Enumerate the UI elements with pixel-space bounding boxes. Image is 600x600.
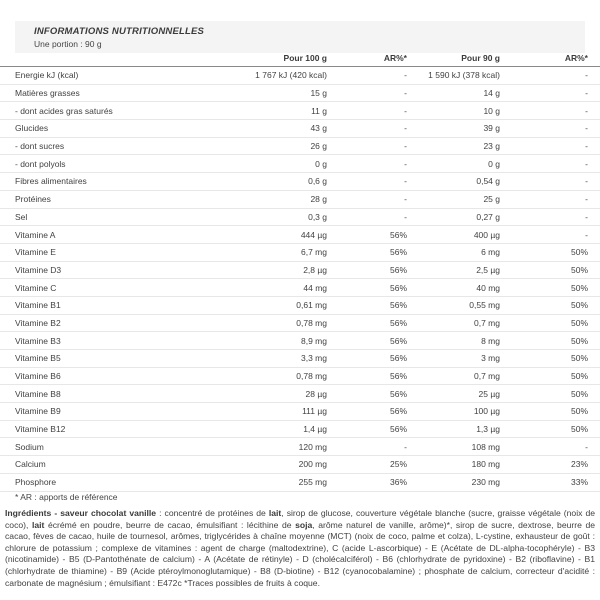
value-per100: 11 g: [230, 102, 327, 120]
value-per100: 0 g: [230, 155, 327, 173]
value-ar100: 56%: [327, 226, 407, 244]
value-per90: 180 mg: [407, 456, 500, 474]
row-label: Vitamine C: [0, 279, 230, 297]
value-per90: 0,54 g: [407, 173, 500, 191]
value-ar100: -: [327, 84, 407, 102]
row-label: Vitamine B12: [0, 420, 230, 438]
row-label: Glucides: [0, 120, 230, 138]
value-per90: 39 g: [407, 120, 500, 138]
column-header-per100: Pour 100 g: [230, 53, 327, 67]
value-per100: 28 µg: [230, 385, 327, 403]
table-row: [0, 350, 600, 368]
table-row: [0, 296, 600, 314]
row-label: Vitamine B6: [0, 367, 230, 385]
value-per90: 14 g: [407, 84, 500, 102]
value-per90: 6 mg: [407, 243, 500, 261]
table-row: [0, 120, 600, 138]
value-per100: 15 g: [230, 84, 327, 102]
row-label: Vitamine D3: [0, 261, 230, 279]
row-label: - dont sucres: [0, 137, 230, 155]
value-per100: 0,78 mg: [230, 367, 327, 385]
value-per90: 0 g: [407, 155, 500, 173]
table-row: [0, 243, 600, 261]
column-header-empty: [0, 53, 230, 67]
value-ar90: -: [500, 438, 600, 456]
row-label: Vitamine B8: [0, 385, 230, 403]
table-row: [0, 173, 600, 191]
row-label: Vitamine B3: [0, 332, 230, 350]
table-row: [0, 420, 600, 438]
value-per90: 400 µg: [407, 226, 500, 244]
row-label: Matières grasses: [0, 84, 230, 102]
row-label: Vitamine B9: [0, 403, 230, 421]
column-header-ar100: AR%*: [327, 53, 407, 67]
row-label: Energie kJ (kcal): [0, 67, 230, 85]
value-per100: 43 g: [230, 120, 327, 138]
value-per100: 444 µg: [230, 226, 327, 244]
value-ar90: 50%: [500, 296, 600, 314]
ingredients-segment: , arôme naturel de vanille, arôme)*, sirop de sucre, dextrose, beurre de cacao, fèves de cacao, huile de tournesol, arômes, triglycérides à chaîne moyenne (MCT) (noix de coco, palme et colza), L-cystine, exhausteur de goût : chlorure de potassium ; complexe de vitamines : agent de charge (maltodextrine), C (acide L-ascorbique) - E (Acétate de DL-alpha-tocophéryle) - B3 (nicotinamide) - B5 (D-Pantothénate de calcium) - A (Acétate de rétinyle) - D (cholécalciférol) - B6 (chlorhydrate de pyridoxine) - B2 (riboflavine) - B1 (chlorhydrate de thiamine) - B9 (Acide ptéroylmonoglutamique) - B8 (D-biotine) - B12 (cyanocobalamine) ; phosphate de calcium, correcteur d'acidité : carbonate de magnésium ; émulsifiant : E472c *Traces possibles de fruits à coque.: [5, 519, 596, 588]
value-per90: 23 g: [407, 137, 500, 155]
value-per90: 1,3 µg: [407, 420, 500, 438]
value-ar90: -: [500, 84, 600, 102]
value-ar90: 33%: [500, 473, 600, 491]
value-ar100: 56%: [327, 350, 407, 368]
value-ar90: 50%: [500, 385, 600, 403]
value-ar100: -: [327, 190, 407, 208]
nutrition-table-header: [0, 53, 600, 67]
row-label: Sodium: [0, 438, 230, 456]
table-row: [0, 314, 600, 332]
table-row: [0, 473, 600, 491]
table-row: [0, 102, 600, 120]
value-ar100: 56%: [327, 403, 407, 421]
value-ar100: -: [327, 208, 407, 226]
value-per100: 120 mg: [230, 438, 327, 456]
row-label: Vitamine B1: [0, 296, 230, 314]
value-per90: 0,55 mg: [407, 296, 500, 314]
table-row: [0, 67, 600, 85]
header-row: [0, 53, 600, 67]
value-per90: 108 mg: [407, 438, 500, 456]
value-per90: 25 g: [407, 190, 500, 208]
row-label: - dont polyols: [0, 155, 230, 173]
value-per90: 10 g: [407, 102, 500, 120]
table-row: [0, 332, 600, 350]
value-ar100: 56%: [327, 296, 407, 314]
value-ar90: -: [500, 137, 600, 155]
value-per90: 0,27 g: [407, 208, 500, 226]
ingredients-text: [5, 508, 595, 589]
row-label: Vitamine B2: [0, 314, 230, 332]
value-ar90: 50%: [500, 243, 600, 261]
value-per90: 100 µg: [407, 403, 500, 421]
ar-footnote: * AR : apports de référence: [15, 492, 118, 502]
value-per100: 26 g: [230, 137, 327, 155]
value-ar100: 56%: [327, 243, 407, 261]
value-per90: 0,7 mg: [407, 367, 500, 385]
value-ar90: 50%: [500, 314, 600, 332]
value-per100: 0,78 mg: [230, 314, 327, 332]
value-ar100: 56%: [327, 367, 407, 385]
value-ar100: -: [327, 173, 407, 191]
column-header-per90: Pour 90 g: [407, 53, 500, 67]
table-row: [0, 403, 600, 421]
table-row: [0, 367, 600, 385]
table-row: [0, 208, 600, 226]
value-ar90: 50%: [500, 367, 600, 385]
row-label: Vitamine A: [0, 226, 230, 244]
value-ar90: -: [500, 102, 600, 120]
value-ar100: 56%: [327, 385, 407, 403]
value-per90: 40 mg: [407, 279, 500, 297]
ingredients-bold-segment: soja: [295, 519, 313, 530]
ingredients-bold-segment: lait: [31, 519, 45, 530]
ingredients-segment: écrémé en poudre, beurre de cacao, émulsifiant : lécithine de: [44, 519, 296, 530]
value-per100: 255 mg: [230, 473, 327, 491]
table-row: [0, 155, 600, 173]
ingredients-bold-segment: Ingrédients - saveur chocolat vanille: [5, 508, 157, 518]
ingredients-segment: : concentré de protéines de: [156, 508, 269, 518]
value-ar90: 50%: [500, 279, 600, 297]
value-ar100: 56%: [327, 314, 407, 332]
value-per100: 6,7 mg: [230, 243, 327, 261]
table-row: [0, 190, 600, 208]
value-ar100: 56%: [327, 332, 407, 350]
value-ar90: -: [500, 120, 600, 138]
value-per90: 230 mg: [407, 473, 500, 491]
row-label: Calcium: [0, 456, 230, 474]
column-header-ar90: AR%*: [500, 53, 600, 67]
value-ar90: -: [500, 173, 600, 191]
value-ar100: -: [327, 120, 407, 138]
table-row: [0, 385, 600, 403]
value-ar100: -: [327, 67, 407, 85]
row-label: Sel: [0, 208, 230, 226]
header-band: [15, 21, 585, 53]
value-per100: 28 g: [230, 190, 327, 208]
value-per100: 3,3 mg: [230, 350, 327, 368]
value-per100: 0,61 mg: [230, 296, 327, 314]
value-per100: 200 mg: [230, 456, 327, 474]
table-row: [0, 137, 600, 155]
table-row: [0, 226, 600, 244]
table-row: [0, 84, 600, 102]
value-per100: 1 767 kJ (420 kcal): [230, 67, 327, 85]
value-ar90: 50%: [500, 403, 600, 421]
value-ar100: 36%: [327, 473, 407, 491]
value-per90: 3 mg: [407, 350, 500, 368]
value-ar100: -: [327, 438, 407, 456]
row-label: Protéines: [0, 190, 230, 208]
value-ar90: -: [500, 208, 600, 226]
value-ar100: 56%: [327, 279, 407, 297]
table-row: [0, 456, 600, 474]
value-ar100: -: [327, 155, 407, 173]
value-per100: 111 µg: [230, 403, 327, 421]
value-ar100: -: [327, 102, 407, 120]
value-per100: 8,9 mg: [230, 332, 327, 350]
value-ar90: 50%: [500, 332, 600, 350]
table-row: [0, 438, 600, 456]
ingredients-bold-segment: lait: [268, 508, 282, 518]
table-row: [0, 261, 600, 279]
value-per100: 0,6 g: [230, 173, 327, 191]
value-per100: 1,4 µg: [230, 420, 327, 438]
ingredients-segment: , sirop de glucose, couverture végétale blanche (sucre, graisse végétale (noix de coco),: [5, 508, 595, 530]
value-ar100: 56%: [327, 261, 407, 279]
value-per100: 2,8 µg: [230, 261, 327, 279]
row-label: Phosphore: [0, 473, 230, 491]
table-row: [0, 279, 600, 297]
nutrition-table-body: [0, 67, 600, 492]
value-per90: 25 µg: [407, 385, 500, 403]
row-label: Vitamine E: [0, 243, 230, 261]
row-label: Fibres alimentaires: [0, 173, 230, 191]
page-title: INFORMATIONS NUTRITIONNELLES: [34, 26, 205, 37]
value-per90: 1 590 kJ (378 kcal): [407, 67, 500, 85]
value-ar90: 50%: [500, 261, 600, 279]
value-ar90: 50%: [500, 420, 600, 438]
row-label: Vitamine B5: [0, 350, 230, 368]
value-ar100: -: [327, 137, 407, 155]
nutrition-table: [0, 53, 600, 492]
value-ar100: 25%: [327, 456, 407, 474]
value-ar90: 50%: [500, 350, 600, 368]
portion-text: Une portion : 90 g: [34, 39, 102, 49]
value-per100: 0,3 g: [230, 208, 327, 226]
value-per100: 44 mg: [230, 279, 327, 297]
value-ar90: 23%: [500, 456, 600, 474]
value-ar90: -: [500, 190, 600, 208]
value-per90: 8 mg: [407, 332, 500, 350]
value-ar90: -: [500, 67, 600, 85]
row-label: - dont acides gras saturés: [0, 102, 230, 120]
value-per90: 0,7 mg: [407, 314, 500, 332]
value-per90: 2,5 µg: [407, 261, 500, 279]
value-ar90: -: [500, 226, 600, 244]
value-ar90: -: [500, 155, 600, 173]
value-ar100: 56%: [327, 420, 407, 438]
